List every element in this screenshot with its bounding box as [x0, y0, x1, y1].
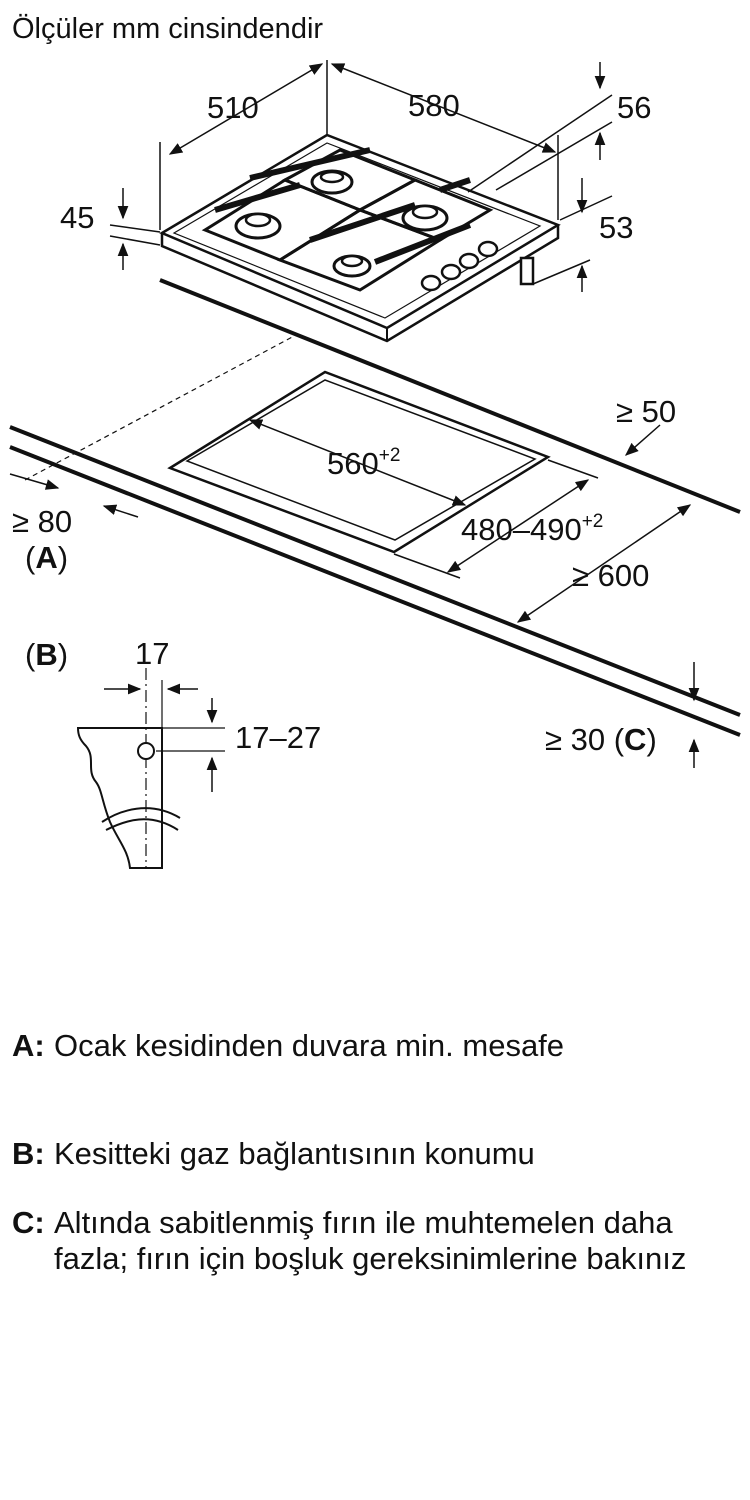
legend-text: Ocak kesidinden duvara min. mesafe	[54, 1028, 565, 1063]
legend-item-c	[12, 1205, 732, 1277]
legend-key: B:	[12, 1136, 45, 1171]
dim-clearance-30: ≥ 30 (C)	[545, 722, 657, 757]
dim-cutout-width: $560^{+2}$	[327, 445, 401, 481]
dim-cutout-depth: $480-490^{+2}$	[461, 511, 604, 547]
dim-45: 45	[60, 200, 95, 235]
dim-510: 510	[207, 90, 259, 125]
dim-53: 53	[599, 210, 634, 245]
legend-item-b	[12, 1136, 732, 1172]
hob-drawing	[162, 135, 558, 341]
legend-text: Kesitteki gaz bağlantısının konumu	[54, 1136, 535, 1171]
dim-clearance-50: ≥ 50	[616, 394, 677, 429]
dim-56: 56	[617, 90, 652, 125]
gas-connection-detail	[78, 668, 225, 868]
dim-counter-depth-600: ≥ 600	[572, 558, 650, 593]
dim-580: 580	[408, 88, 460, 123]
marker-a: (A)	[25, 540, 69, 575]
diagram-title: Ölçüler mm cinsindendir	[12, 13, 324, 45]
dim-detail-17: 17	[135, 636, 170, 671]
dim-detail-17-27: 17–27	[235, 720, 322, 755]
legend-item-a	[12, 1028, 732, 1064]
legend-text: Altında sabitlenmiş fırın ile muhtemelen daha fazla; fırın için boşluk gereksinimlerine bakınız	[54, 1205, 687, 1276]
legend-key: C:	[12, 1205, 45, 1240]
legend-key: A:	[12, 1028, 45, 1063]
marker-b: (B)	[25, 637, 69, 672]
worktop-drawing	[10, 280, 740, 735]
dim-clearance-80: ≥ 80	[12, 504, 73, 539]
